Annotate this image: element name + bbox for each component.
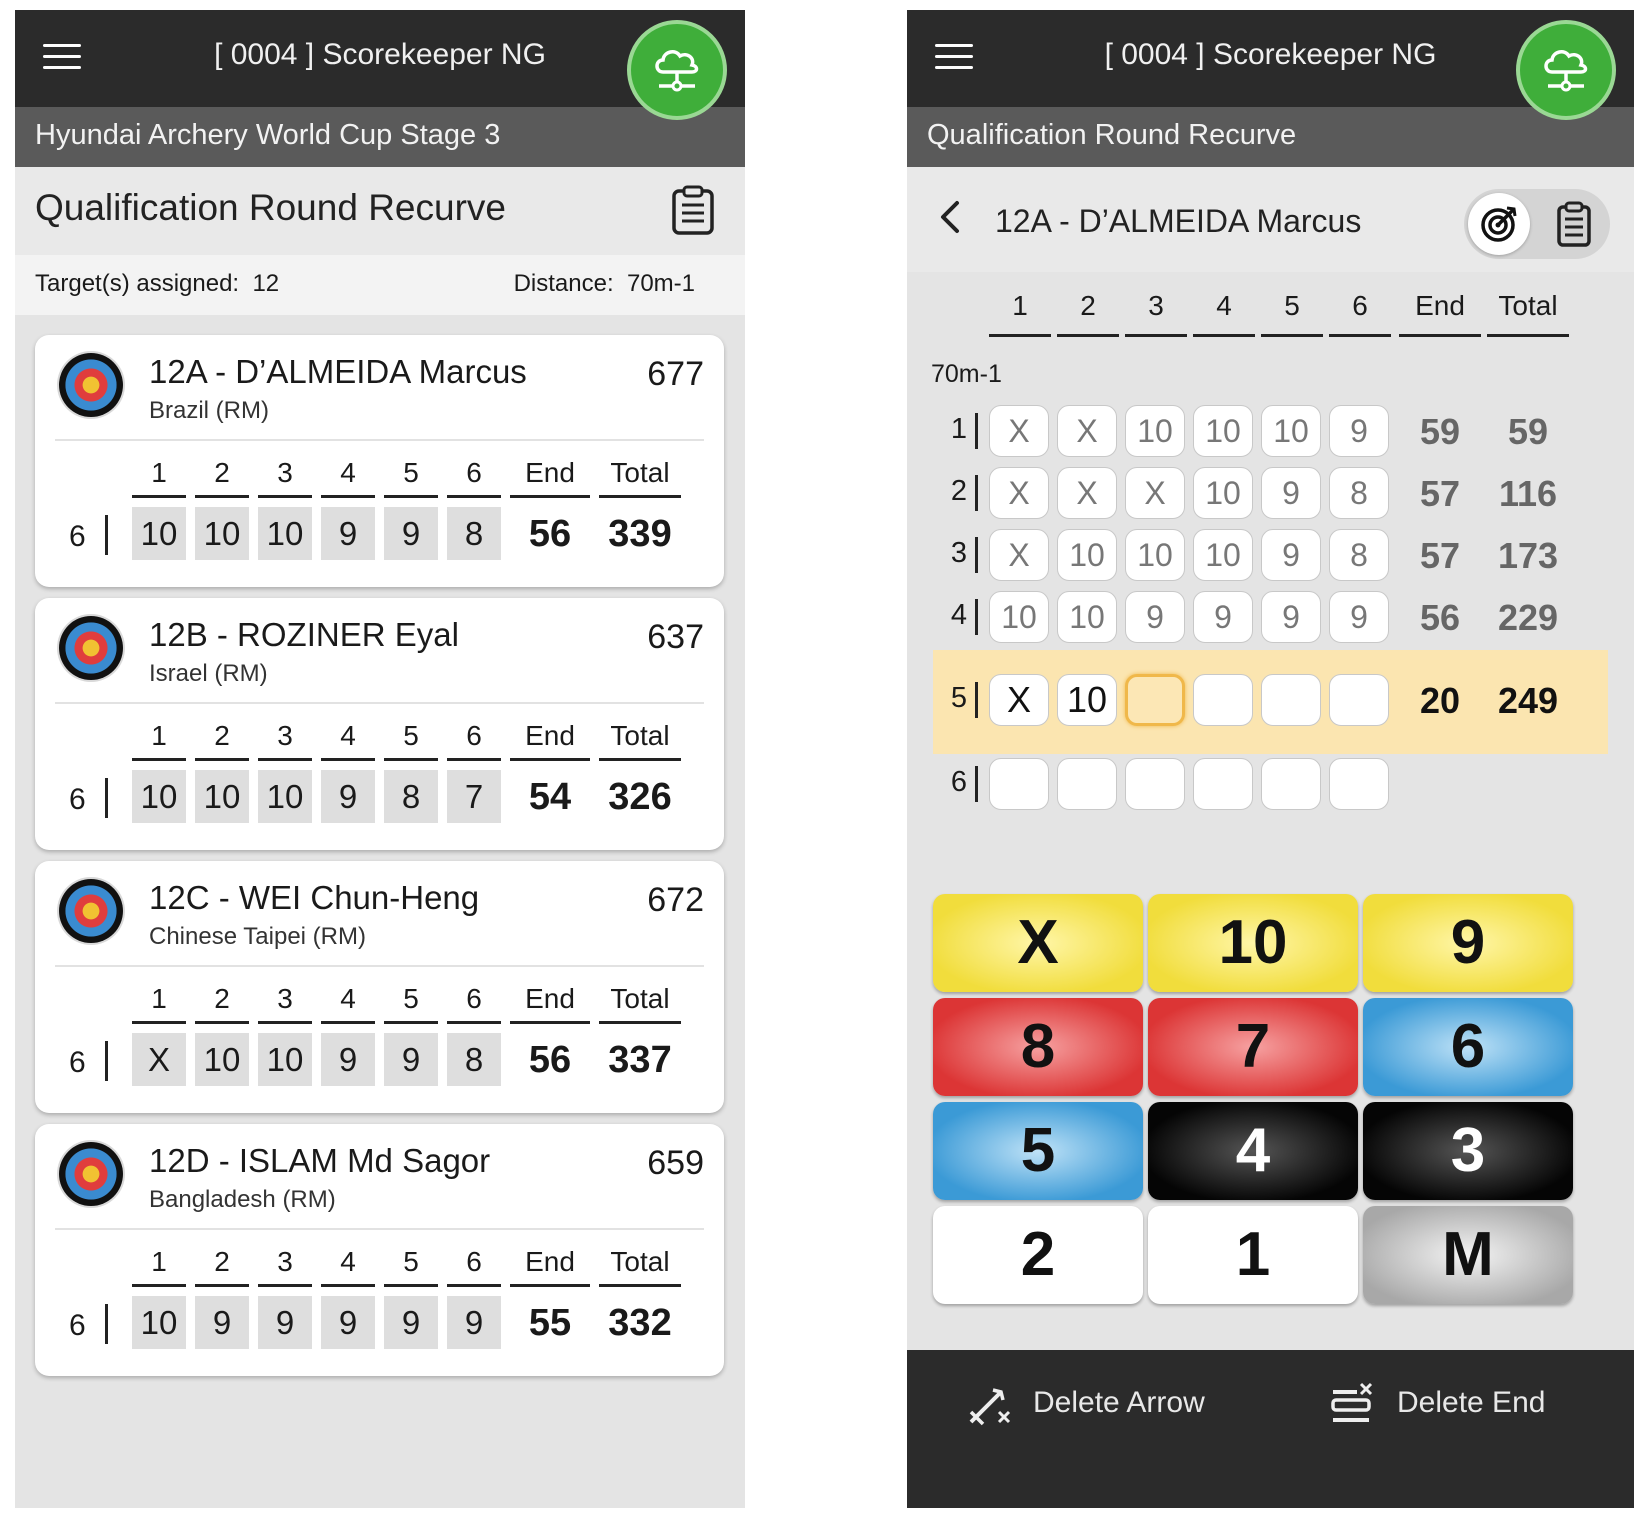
column-underline xyxy=(132,1284,186,1287)
end-score: 20 xyxy=(1419,680,1461,721)
cloud-network-icon xyxy=(1538,42,1594,98)
end-number: 2 xyxy=(950,475,967,507)
cloud-sync-button[interactable] xyxy=(627,20,727,120)
column-header: 1 xyxy=(151,983,167,1014)
column-header: 1 xyxy=(151,457,167,488)
arrow-score: 9 xyxy=(384,507,438,560)
end-score: 57 xyxy=(1419,473,1461,514)
column-underline xyxy=(132,1021,186,1024)
arrow-score: 9 xyxy=(321,507,375,560)
column-underline xyxy=(1057,334,1119,337)
target-face-icon xyxy=(59,879,123,943)
score-key-x[interactable]: X xyxy=(933,894,1143,992)
athlete-card[interactable] xyxy=(35,861,724,1113)
event-title: Hyundai Archery World Cup Stage 3 xyxy=(35,119,501,151)
target-arrow-icon xyxy=(1479,204,1519,244)
running-total: 326 xyxy=(608,776,672,818)
column-underline xyxy=(384,1021,438,1024)
cloud-sync-button[interactable] xyxy=(1516,20,1616,120)
running-total: 229 xyxy=(1497,597,1559,638)
column-header: Total xyxy=(610,983,670,1014)
column-underline xyxy=(384,758,438,761)
arrow-cell[interactable]: X xyxy=(989,674,1049,726)
round-header xyxy=(15,167,745,255)
athlete-score: 677 xyxy=(647,355,704,393)
event-bar xyxy=(15,107,745,167)
column-underline xyxy=(599,1284,681,1287)
column-header: 2 xyxy=(214,983,230,1014)
arrow-cell[interactable]: 10 xyxy=(1057,674,1117,726)
column-header: 6 xyxy=(466,1246,482,1277)
end-separator xyxy=(105,515,108,555)
column-underline xyxy=(321,495,375,498)
scorecard-grid xyxy=(907,272,1634,840)
arrow-cell[interactable]: 10 xyxy=(989,591,1049,643)
column-underline xyxy=(989,334,1051,337)
score-key-6[interactable]: 6 xyxy=(1363,998,1573,1096)
end-number: 5 xyxy=(950,682,967,714)
column-underline xyxy=(447,758,501,761)
distance-label: Distance: xyxy=(513,270,614,297)
athlete-card[interactable] xyxy=(35,1124,724,1376)
athlete-name: 12B - ROZINER Eyal xyxy=(149,616,459,653)
column-header: 6 xyxy=(1352,290,1368,321)
arrow-cell[interactable]: 9 xyxy=(1329,405,1389,457)
arrow-cell[interactable]: X xyxy=(989,529,1049,581)
arrow-score: 8 xyxy=(447,1033,501,1086)
athlete-score: 637 xyxy=(647,618,704,656)
column-underline xyxy=(1125,334,1187,337)
column-header: 6 xyxy=(466,457,482,488)
distance-info xyxy=(514,270,695,298)
arrow-score: 10 xyxy=(132,507,186,560)
arrow-cell[interactable]: 9 xyxy=(1329,591,1389,643)
column-header: 1 xyxy=(1012,290,1028,321)
column-header: 5 xyxy=(1284,290,1300,321)
arrow-score: 9 xyxy=(195,1296,249,1349)
arrow-cell[interactable]: X xyxy=(989,467,1049,519)
scoring-screen xyxy=(907,10,1634,1508)
end-number: 6 xyxy=(950,766,967,798)
column-underline xyxy=(321,1284,375,1287)
arrow-cell[interactable]: 9 xyxy=(1125,591,1185,643)
assignment-info xyxy=(15,255,745,315)
arrow-cell[interactable]: X xyxy=(1125,467,1185,519)
column-underline xyxy=(132,758,186,761)
end-separator xyxy=(975,413,978,449)
running-total: 59 xyxy=(1507,411,1549,452)
column-header: End xyxy=(525,720,575,751)
column-header: End xyxy=(525,457,575,488)
running-total: 173 xyxy=(1497,535,1559,576)
column-header: 5 xyxy=(403,1246,419,1277)
column-underline xyxy=(384,1284,438,1287)
end-number: 6 xyxy=(69,520,86,553)
arrow-score: 9 xyxy=(384,1296,438,1349)
arrow-score: 10 xyxy=(258,770,312,823)
target-view-button[interactable] xyxy=(1468,193,1530,255)
arrow-cell[interactable] xyxy=(1329,674,1389,726)
arrow-cell[interactable] xyxy=(1329,758,1389,810)
column-header: 3 xyxy=(277,720,293,751)
athlete-country: Israel (RM) xyxy=(149,660,268,687)
arrow-cell[interactable]: 8 xyxy=(1329,467,1389,519)
column-header: 3 xyxy=(277,457,293,488)
score-key-8[interactable]: 8 xyxy=(933,998,1143,1096)
app-title: [ 0004 ] Scorekeeper NG xyxy=(214,38,546,71)
score-key-2[interactable]: 2 xyxy=(933,1206,1143,1304)
athlete-name: 12A - D’ALMEIDA Marcus xyxy=(995,203,1362,239)
column-underline xyxy=(1261,334,1323,337)
athlete-score: 672 xyxy=(647,881,704,919)
athlete-country: Bangladesh (RM) xyxy=(149,1186,336,1213)
arrow-cell[interactable] xyxy=(1261,674,1321,726)
score-key-5[interactable]: 5 xyxy=(933,1102,1143,1200)
column-underline xyxy=(447,495,501,498)
delete-arrow-label: Delete Arrow xyxy=(1033,1386,1205,1419)
arrow-cell[interactable] xyxy=(989,758,1049,810)
arrow-cell[interactable]: 10 xyxy=(1261,405,1321,457)
column-header: 4 xyxy=(340,720,356,751)
card-divider xyxy=(55,439,704,441)
distance-label: 70m-1 xyxy=(931,360,1002,388)
targets-assigned xyxy=(35,270,279,298)
arrow-cell[interactable]: 9 xyxy=(1261,467,1321,519)
cloud-network-icon xyxy=(649,42,705,98)
athlete-name: 12C - WEI Chun-Heng xyxy=(149,879,480,916)
end-score: 59 xyxy=(1419,411,1461,452)
end-separator xyxy=(975,766,978,802)
column-header: 5 xyxy=(403,457,419,488)
column-underline xyxy=(447,1284,501,1287)
column-underline xyxy=(1193,334,1255,337)
end-number: 1 xyxy=(950,413,967,445)
column-underline xyxy=(321,1021,375,1024)
score-key-9[interactable]: 9 xyxy=(1363,894,1573,992)
column-header: 3 xyxy=(277,1246,293,1277)
column-header: End xyxy=(1415,290,1465,321)
target-face-icon xyxy=(59,353,123,417)
end-number: 6 xyxy=(69,783,86,816)
column-underline xyxy=(510,495,590,498)
column-header: 5 xyxy=(403,983,419,1014)
bottom-action-bar xyxy=(907,1350,1634,1508)
end-number: 3 xyxy=(950,537,967,569)
arrow-cell[interactable]: X xyxy=(989,405,1049,457)
arrow-cell[interactable] xyxy=(1193,758,1253,810)
column-header: 6 xyxy=(466,720,482,751)
round-title: Qualification Round Recurve xyxy=(927,119,1297,151)
end-score: 56 xyxy=(528,513,572,555)
score-key-10[interactable]: 10 xyxy=(1148,894,1358,992)
arrow-cell[interactable]: 10 xyxy=(1057,591,1117,643)
column-header: 2 xyxy=(214,1246,230,1277)
view-toggle[interactable] xyxy=(1464,189,1610,259)
column-underline xyxy=(510,758,590,761)
end-separator xyxy=(105,1041,108,1081)
arrow-score: 9 xyxy=(258,1296,312,1349)
end-separator xyxy=(105,778,108,818)
arrow-cell[interactable]: X xyxy=(1057,405,1117,457)
score-key-3[interactable]: 3 xyxy=(1363,1102,1573,1200)
targets-label: Target(s) assigned: xyxy=(35,270,240,297)
score-key-m[interactable]: M xyxy=(1363,1206,1573,1304)
column-underline xyxy=(132,495,186,498)
end-number: 6 xyxy=(69,1046,86,1079)
running-total: 337 xyxy=(608,1039,672,1081)
arrow-score: 8 xyxy=(384,770,438,823)
column-underline xyxy=(1329,334,1391,337)
column-header: Total xyxy=(610,1246,670,1277)
arrow-cell[interactable]: 10 xyxy=(1125,529,1185,581)
arrow-score: 10 xyxy=(195,507,249,560)
athlete-name: 12A - D’ALMEIDA Marcus xyxy=(149,353,527,390)
arrow-score: 9 xyxy=(447,1296,501,1349)
card-divider xyxy=(55,1228,704,1230)
arrow-score: 10 xyxy=(195,770,249,823)
distance-value: 70m-1 xyxy=(626,270,695,297)
arrow-cell[interactable]: 8 xyxy=(1329,529,1389,581)
running-total: 332 xyxy=(608,1302,672,1344)
arrow-score: 10 xyxy=(258,1033,312,1086)
end-number: 4 xyxy=(950,599,967,631)
delete-arrow-icon xyxy=(963,1380,1013,1430)
end-separator xyxy=(975,682,978,718)
arrow-score: 10 xyxy=(132,1296,186,1349)
running-total: 116 xyxy=(1498,473,1558,514)
arrow-score: 10 xyxy=(195,1033,249,1086)
arrow-score: 7 xyxy=(447,770,501,823)
score-key-4[interactable]: 4 xyxy=(1148,1102,1358,1200)
column-header: 1 xyxy=(151,720,167,751)
arrow-cell[interactable]: 10 xyxy=(1057,529,1117,581)
end-number: 6 xyxy=(69,1309,86,1342)
arrow-cell[interactable] xyxy=(1057,758,1117,810)
arrow-score: 9 xyxy=(321,1033,375,1086)
delete-end-label: Delete End xyxy=(1397,1386,1546,1419)
column-header: 4 xyxy=(1216,290,1232,321)
arrow-cell[interactable] xyxy=(1261,758,1321,810)
arrow-score: X xyxy=(132,1033,186,1086)
column-underline xyxy=(510,1284,590,1287)
column-header: Total xyxy=(610,457,670,488)
running-total: 339 xyxy=(608,513,672,555)
athlete-header xyxy=(907,167,1634,272)
arrow-score: 9 xyxy=(321,1296,375,1349)
column-underline xyxy=(195,1284,249,1287)
end-score: 56 xyxy=(528,1039,572,1081)
end-separator xyxy=(975,475,978,511)
athlete-list-screen xyxy=(15,10,745,1508)
current-arrow-cell[interactable] xyxy=(1125,674,1185,726)
column-header: 6 xyxy=(466,983,482,1014)
arrow-cell[interactable] xyxy=(1125,758,1185,810)
column-underline xyxy=(321,758,375,761)
athlete-country: Brazil (RM) xyxy=(149,397,269,424)
column-underline xyxy=(195,495,249,498)
back-chevron-icon[interactable] xyxy=(935,197,965,237)
arrow-score: 9 xyxy=(321,770,375,823)
arrow-cell[interactable]: X xyxy=(1057,467,1117,519)
round-title: Qualification Round Recurve xyxy=(35,187,506,228)
round-bar xyxy=(907,107,1634,167)
column-header: 1 xyxy=(151,1246,167,1277)
end-score: 56 xyxy=(1419,597,1461,638)
target-face-icon xyxy=(59,616,123,680)
end-separator xyxy=(105,1304,108,1344)
column-header: 2 xyxy=(214,720,230,751)
arrow-cell[interactable]: 10 xyxy=(1125,405,1185,457)
card-divider xyxy=(55,702,704,704)
column-underline xyxy=(1399,334,1481,337)
targets-value: 12 xyxy=(252,270,280,297)
column-underline xyxy=(258,758,312,761)
column-underline xyxy=(258,495,312,498)
athlete-score: 659 xyxy=(647,1144,704,1182)
athlete-name: 12D - ISLAM Md Sagor xyxy=(149,1142,491,1179)
end-score: 55 xyxy=(528,1302,572,1344)
target-face-icon xyxy=(59,1142,123,1206)
arrow-cell[interactable]: 10 xyxy=(1193,405,1253,457)
delete-arrow-button[interactable] xyxy=(963,1380,1223,1430)
column-header: 5 xyxy=(403,720,419,751)
column-underline xyxy=(599,495,681,498)
column-underline xyxy=(258,1021,312,1024)
athlete-country: Chinese Taipei (RM) xyxy=(149,923,366,950)
column-underline xyxy=(195,1021,249,1024)
score-key-1[interactable]: 1 xyxy=(1148,1206,1358,1304)
column-header: End xyxy=(525,1246,575,1277)
athlete-card[interactable] xyxy=(35,335,724,587)
arrow-cell[interactable]: 9 xyxy=(1261,591,1321,643)
end-score: 57 xyxy=(1419,535,1461,576)
running-total: 249 xyxy=(1497,680,1559,721)
athlete-card[interactable] xyxy=(35,598,724,850)
card-divider xyxy=(55,965,704,967)
column-underline xyxy=(1487,334,1569,337)
end-separator xyxy=(975,537,978,573)
column-header: Total xyxy=(1498,290,1558,321)
column-header: Total xyxy=(610,720,670,751)
delete-end-button[interactable] xyxy=(1327,1380,1577,1430)
arrow-score: 9 xyxy=(384,1033,438,1086)
arrow-cell[interactable] xyxy=(1193,674,1253,726)
score-key-7[interactable]: 7 xyxy=(1148,998,1358,1096)
column-underline xyxy=(195,758,249,761)
column-header: End xyxy=(525,983,575,1014)
column-header: 3 xyxy=(1148,290,1164,321)
column-header: 3 xyxy=(277,983,293,1014)
scorecard-view-icon[interactable] xyxy=(1556,201,1592,247)
arrow-cell[interactable]: 9 xyxy=(1261,529,1321,581)
column-underline xyxy=(384,495,438,498)
column-underline xyxy=(447,1021,501,1024)
column-header: 4 xyxy=(340,983,356,1014)
arrow-cell[interactable]: 9 xyxy=(1193,591,1253,643)
arrow-cell[interactable]: 10 xyxy=(1193,467,1253,519)
end-separator xyxy=(975,599,978,635)
clipboard-icon[interactable] xyxy=(671,185,715,235)
arrow-score: 10 xyxy=(132,770,186,823)
delete-end-icon xyxy=(1327,1380,1377,1430)
column-underline xyxy=(258,1284,312,1287)
column-underline xyxy=(599,758,681,761)
column-underline xyxy=(510,1021,590,1024)
arrow-score: 10 xyxy=(258,507,312,560)
column-header: 2 xyxy=(1080,290,1096,321)
arrow-score: 8 xyxy=(447,507,501,560)
column-underline xyxy=(599,1021,681,1024)
end-score: 54 xyxy=(528,776,572,818)
column-header: 4 xyxy=(340,457,356,488)
column-header: 4 xyxy=(340,1246,356,1277)
arrow-cell[interactable]: 10 xyxy=(1193,529,1253,581)
app-title: [ 0004 ] Scorekeeper NG xyxy=(1104,38,1437,71)
column-header: 2 xyxy=(214,457,230,488)
